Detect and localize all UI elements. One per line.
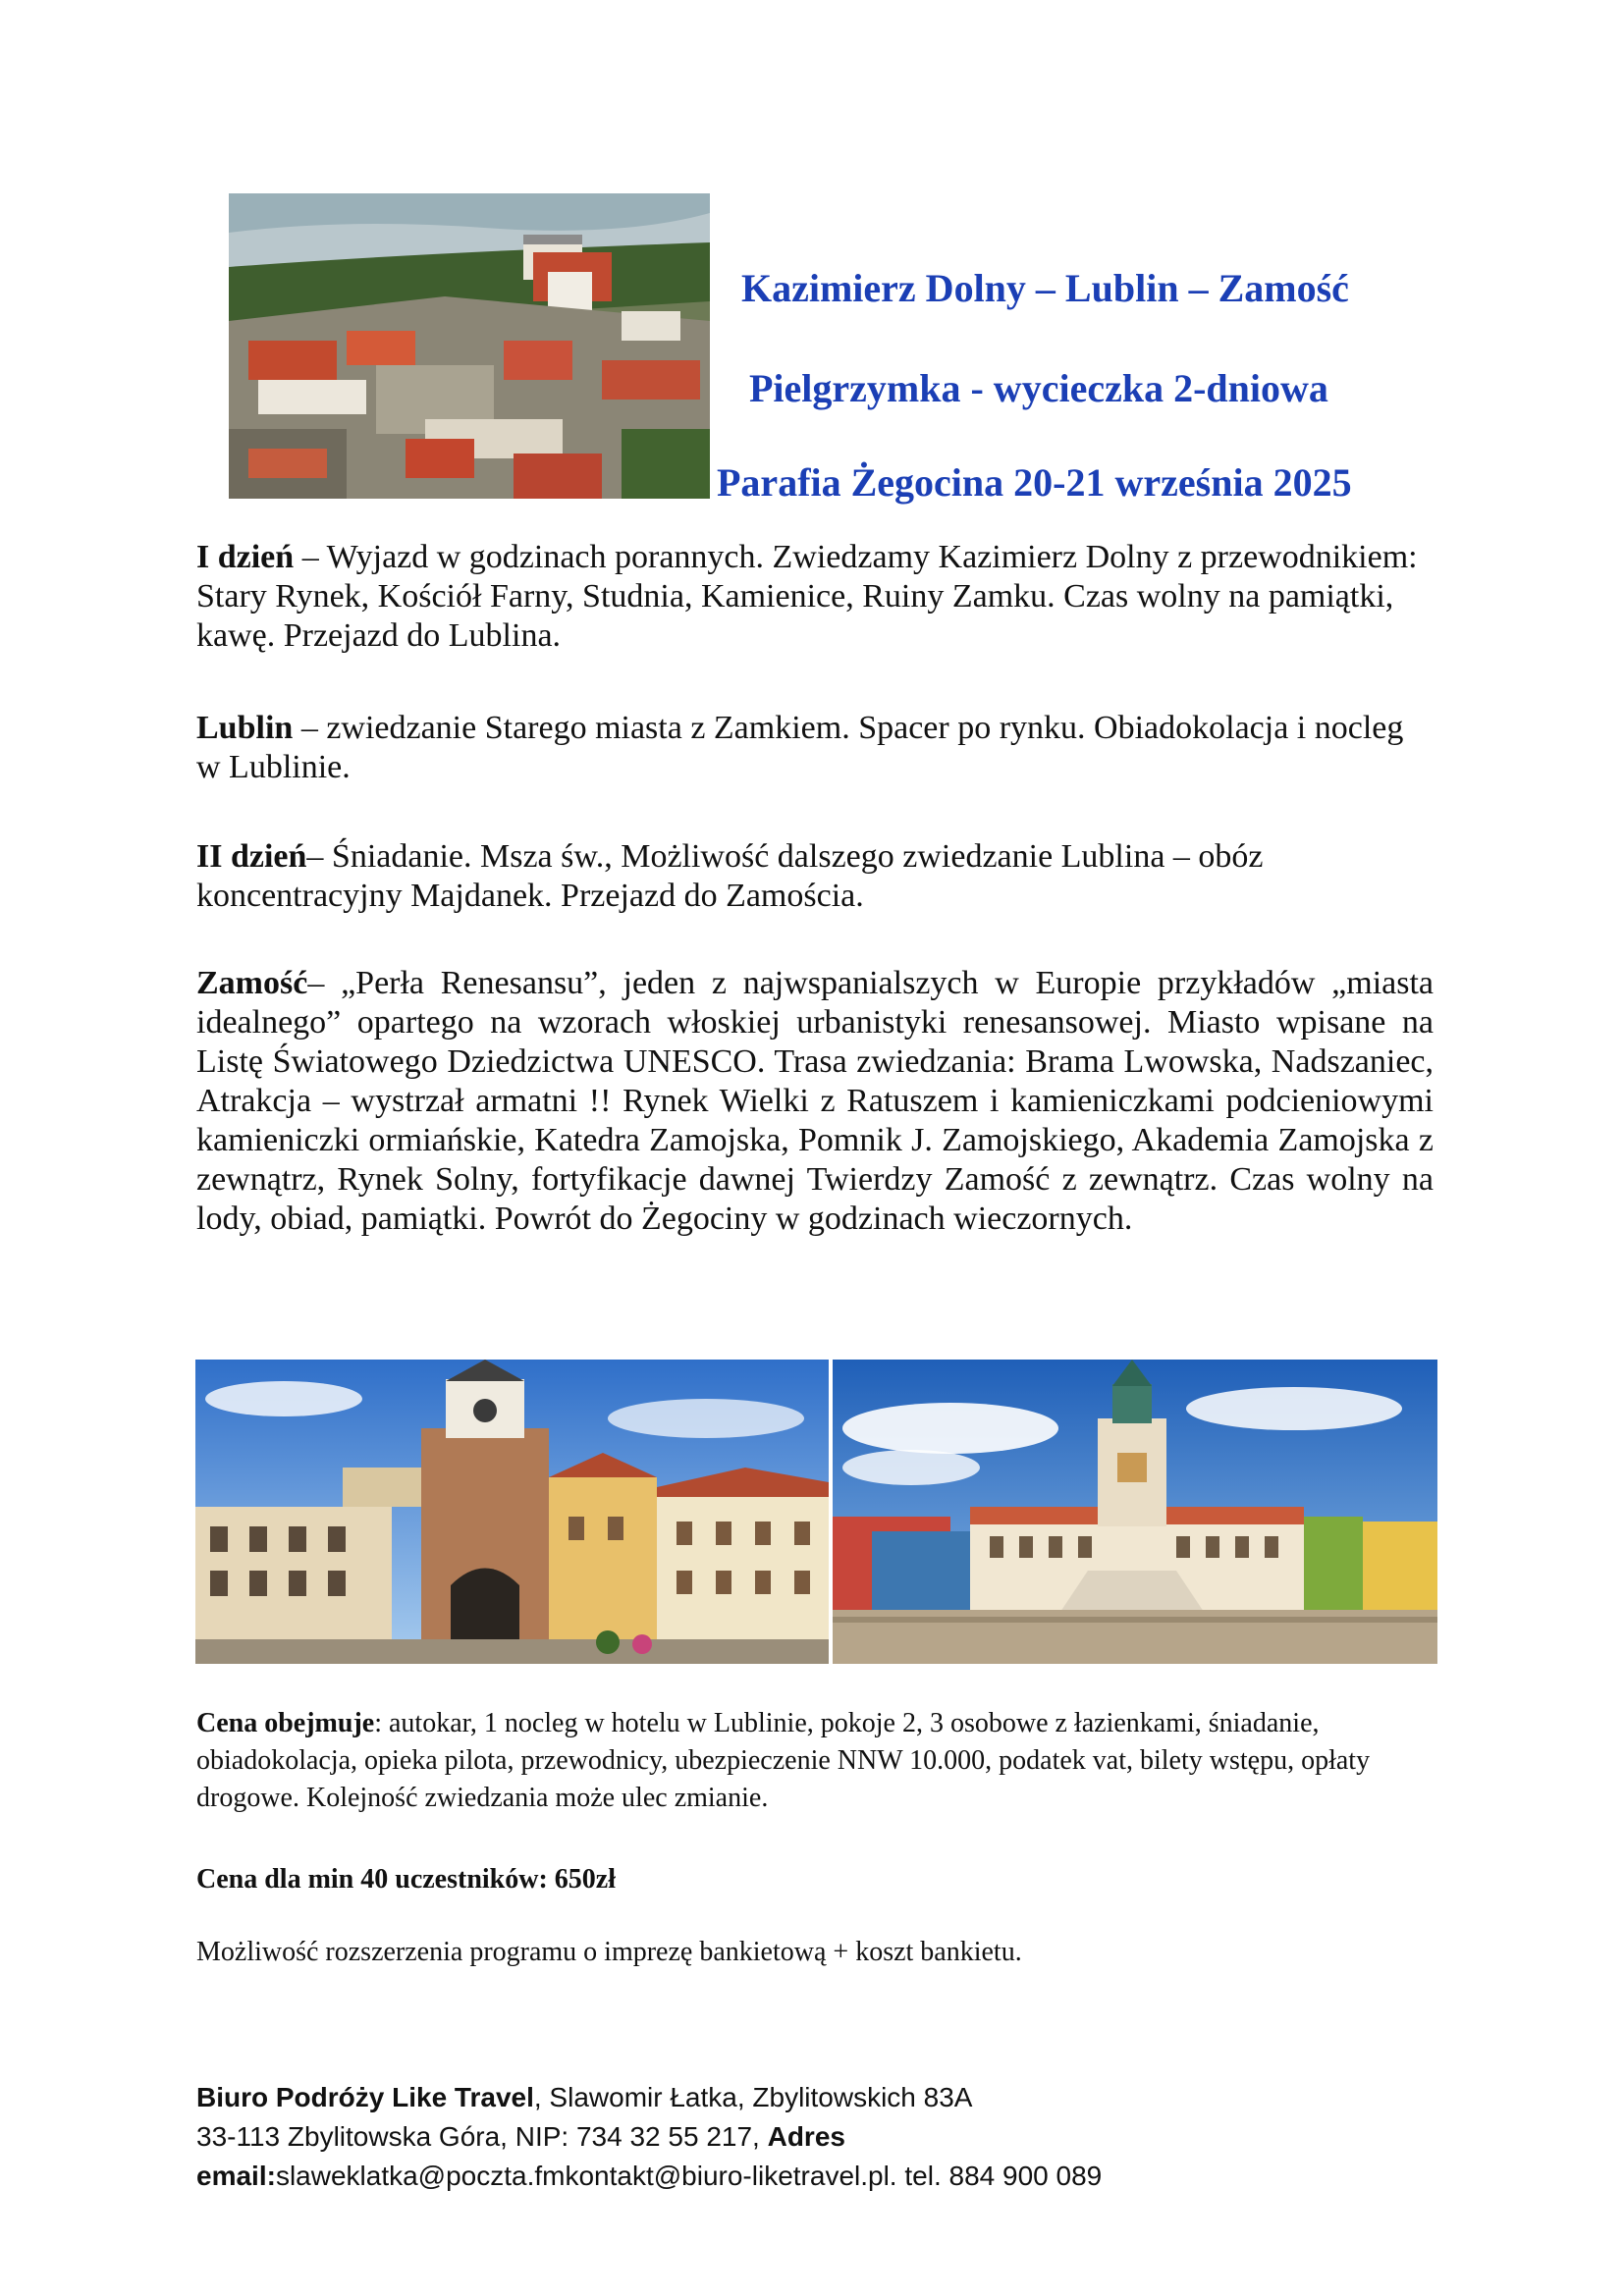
kazimierz-aerial-photo bbox=[229, 193, 710, 499]
lublin-text: – zwiedzanie Starego miasta z Zamkiem. Spacer po rynku. Obiadokolacja i nocleg w Lublinie. bbox=[196, 710, 1404, 785]
day1-paragraph bbox=[196, 538, 1434, 656]
day2-paragraph bbox=[196, 837, 1434, 916]
lublin-gate-photo bbox=[195, 1360, 829, 1664]
price-includes-text: : autokar, 1 nocleg w hotelu w Lublinie, pokoje 2, 3 osobowe z łazienkami, śniadanie, obiadokolacja, opieka pilota, przewodnicy, ubezpieczenie NNW 10.000, podatek vat, bilety wstępu, opłaty drogowe. Kolejność zwiedzania może ulec zmianie. bbox=[196, 1708, 1371, 1813]
lublin-paragraph bbox=[196, 709, 1434, 787]
price-value: Cena dla min 40 uczestników: 650zł bbox=[196, 1864, 616, 1895]
price-includes-label: Cena obejmuje bbox=[196, 1708, 375, 1738]
day1-text: – Wyjazd w godzinach porannych. Zwiedzamy Kazimierz Dolny z przewodnikiem: Stary Rynek, Kościół Farny, Studnia, Kamienice, Ruiny Zamku. Czas wolny na pamiątki, kawę. Przejazd do Lublina. bbox=[196, 539, 1418, 654]
zamosc-label: Zamość bbox=[196, 965, 308, 1001]
zamosc-text: – „Perła Renesansu”, jeden z najwspanialszych w Europie przykładów „miasta idealnego” opartego na wzorach włoskiej urbanistyki renesansowej. Miasto wpisane na Listę Światowego Dziedzictwa UNESCO. Trasa zwiedzania: Brama Lwowska, Nadszaniec, Atrakcja – wystrzał armatni !! Rynek Wielki z Ratuszem i kamieniczkami podcieniowymi kamieniczki ormiańskie, Katedra Zamojska, Pomnik J. Zamojskiego, Akademia Zamojska z zewnątrz, Rynek Solny, fortyfikacje dawnej Twierdzy Zamość z zewnątrz. Czas wolny na lody, obiad, pamiątki. Powrót do Żegociny w godzinach wieczornych. bbox=[196, 965, 1434, 1237]
zamosc-paragraph bbox=[196, 964, 1434, 1239]
owner-address: , Slawomir Łatka, Zbylitowskich 83A bbox=[533, 2082, 973, 2112]
title-route: Kazimierz Dolny – Lublin – Zamość bbox=[741, 266, 1349, 310]
day2-label: II dzień bbox=[196, 838, 307, 875]
email-phone[interactable]: slaweklatka@poczta.fmkontakt@biuro-liketravel.pl. tel. 884 900 089 bbox=[275, 2161, 1103, 2191]
extension-note: Możliwość rozszerzenia programu o imprezę bankietową + koszt bankietu. bbox=[196, 1937, 1022, 1967]
title-parish-date: Parafia Żegocina 20-21 września 2025 bbox=[717, 460, 1352, 505]
adres-label: Adres bbox=[767, 2121, 845, 2152]
email-label: email: bbox=[196, 2161, 276, 2191]
lublin-label: Lublin bbox=[196, 710, 294, 746]
company-name: Biuro Podróży Like Travel bbox=[196, 2082, 534, 2112]
zamosc-town-hall-photo bbox=[833, 1360, 1437, 1664]
price-includes bbox=[196, 1705, 1443, 1817]
price-line bbox=[196, 1861, 1443, 1898]
postal-nip: 33-113 Zbylitowska Góra, NIP: 734 32 55 217, bbox=[196, 2121, 768, 2152]
footer-contact bbox=[196, 2078, 1473, 2196]
title-trip-type: Pielgrzymka - wycieczka 2-dniowa bbox=[749, 366, 1328, 410]
footer-line-3 bbox=[196, 2157, 1473, 2196]
footer-line-2 bbox=[196, 2117, 1473, 2157]
day1-label: I dzień bbox=[196, 539, 295, 575]
footer-line-1 bbox=[196, 2078, 1473, 2117]
day2-text: – Śniadanie. Msza św., Możliwość dalszego zwiedzanie Lublina – obóz koncentracyjny Majdanek. Przejazd do Zamościa. bbox=[196, 838, 1264, 914]
